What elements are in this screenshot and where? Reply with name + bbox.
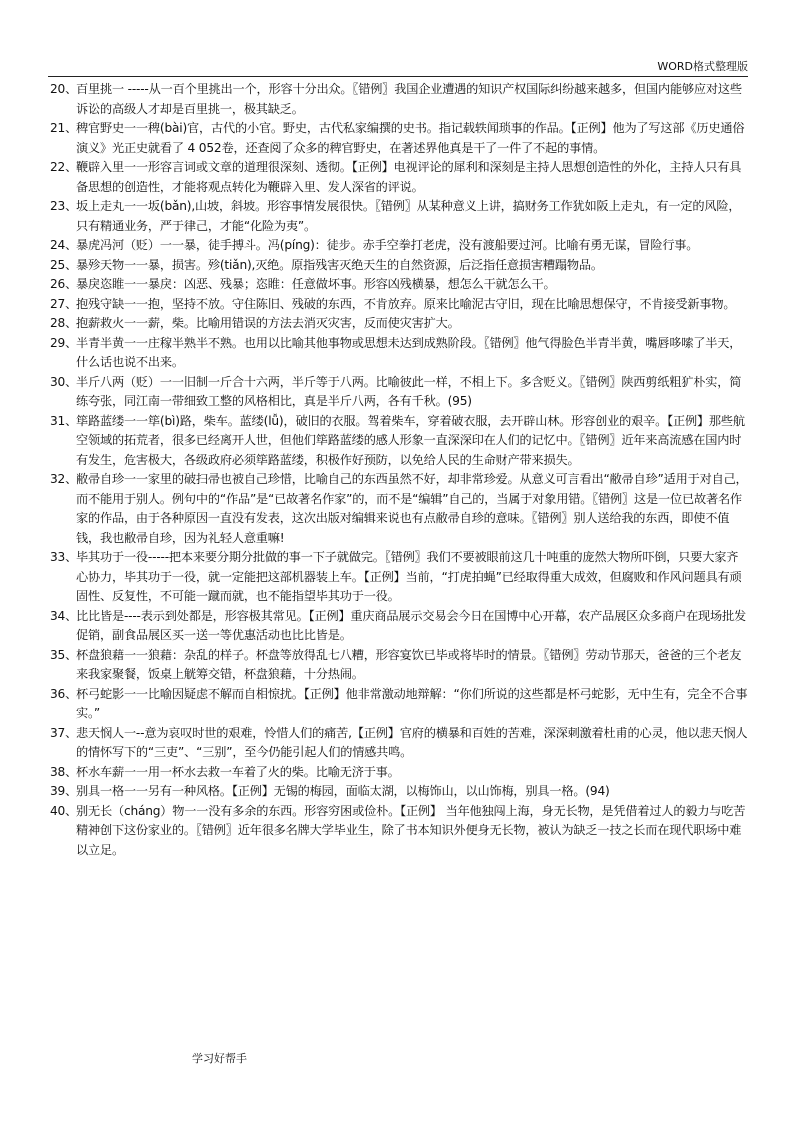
entry-text: 坂上走丸一一坂(bǎn),山坡，斜坡。形容事情发展很快。〖错例〗从某种意义上讲，搞财务工作犹如阪上走丸，有一定的风险，只有精通业务，严于律己，才能“化险为夷”。 [76,199,741,233]
idiom-entry [50,607,750,646]
page-footer: 学习好帮手 [192,1052,247,1065]
entry-text: 杯盘狼藉一一狼藉：杂乱的样子。杯盘等放得乱七八糟，形容宴饮已毕或将毕时的情景。〖错例〗劳动节那天，爸爸的三个老友来我家聚餐，饭桌上觥筹交错，杯盘狼藉，十分热闹。 [76,647,742,681]
entry-number: 40、 [50,803,78,818]
entry-number: 34、 [50,608,78,623]
idiom-entry [50,119,750,158]
entry-text: 毕其功于一役-----把本来要分期分批做的事一下子就做完。〖错例〗我们不要被眼前这几十吨重的庞然大物所吓倒，只要大家齐心协力，毕其功于一役，就一定能把这部机器装上车。【正例】当前，“打虎拍蝇”已经取得重大成效，但腐败和作风问题具有顽固性、反复性，不可能一蹴而就，也不能指望毕其功于一役。 [76,550,742,603]
idiom-entry [50,275,750,295]
entry-text: 比比皆是----表示到处都是，形容极其常见。【正例】重庆商品展示交易会今日在国博中心开幕，农产品展区众多商户在现场批发促销，副食品展区买一送一等优惠活动也比比皆是。 [76,608,747,642]
entry-number: 38、 [50,764,78,779]
entry-text: 筚路蓝缕一一筚(bì)路，柴车。蓝缕(lǚ)，破旧的衣服。驾着柴车，穿着破衣服，去开辟山林。形容创业的艰辛。【正例】那些航空领域的拓荒者，很多已经离开人世，但他们筚路蓝缕的感人形象一直深深印在人们的记忆中。〖错例〗近年来高流感在国内时有发生，危害极大，各级政府必须筚路蓝缕，积极作好预防，以免给人民的生命财产带来损失。 [76,413,745,467]
idiom-entry [50,724,750,763]
entry-number: 36、 [50,686,78,701]
entry-number: 22、 [50,160,78,174]
idiom-entry [50,80,750,119]
entry-number: 28、 [50,316,78,330]
idiom-entry [50,295,750,315]
idiom-entry [50,373,750,412]
entry-text: 暴虎冯河（贬）一一暴，徒手搏斗。冯(píng)：徒步。赤手空拳打老虎，没有渡船要过河。比喻有勇无谋，冒险行事。 [76,238,699,252]
entry-text: 抱薪救火一一薪，柴。比喻用错误的方法去消灭灾害，反而使灾害扩大。 [76,316,460,330]
entry-text: 稗官野史一一稗(bài)官，古代的小官。野史，古代私家编撰的史书。指记载轶闻琐事的作品。【正例】他为了写这部《历史通俗演义》光正史就看了 4 052卷，还查阅了众多的稗官野史，在著述界他真是干了一件了不起的事情。 [76,121,745,155]
header-title: WORD格式整理版 [657,60,748,73]
idiom-entry [50,197,750,236]
idiom-entry [50,802,750,861]
entry-text: 半斤八两（贬）一一旧制一斤合十六两，半斤等于八两。比喻彼此一样，不相上下。多含贬义。〖错例〗陕西剪纸粗犷朴实，简练夸张，同江南一带细致工整的风格相比，真是半斤八两，各有千秋。(95) [76,374,742,408]
entry-number: 29、 [50,335,78,350]
entry-text: 百里挑一 -----从一百个里挑出一个，形容十分出众。〖错例〗我国企业遭遇的知识产权国际纠纷越来越多，但国内能够应对这些诉讼的高级人才却是百里挑一，极其缺乏。 [76,82,742,116]
entry-number: 33、 [50,550,78,564]
entry-number: 39、 [50,784,78,798]
entry-number: 23、 [50,199,78,213]
idiom-entry [50,334,750,373]
entry-number: 20、 [50,82,78,96]
idiom-entry [50,314,750,334]
idiom-entry [50,646,750,685]
entry-number: 37、 [50,725,78,740]
entry-number: 26、 [50,277,78,291]
entry-text: 别具一格一一另有一种风格。【正例】无锡的梅园，面临太湖，以梅饰山，以山饰梅，别具一格。(94) [76,784,610,798]
document-body [50,80,750,860]
page-header [48,56,748,77]
entry-text: 抱残守缺一一抱，坚持不放。守住陈旧、残破的东西，不肯放弃。原来比喻泥古守旧，现在比喻思想保守，不肯接受新事物。 [76,296,736,311]
idiom-entry [50,256,750,276]
entry-number: 32、 [50,472,78,486]
entry-text: 暴戾恣睢一一暴戾：凶恶、残暴；恣睢：任意做坏事。形容凶残横暴，想怎么干就怎么干。 [76,277,556,291]
idiom-entry [50,548,750,607]
entry-text: 别无长（cháng）物一一没有多余的东西。形容穷困或俭朴。【正例】 当年他独闯上海，身无长物，是凭借着过人的毅力与吃苦精神创下这份家业的。〖错例〗近年很多名牌大学毕业生，除了书本知识外便身无长物，被认为缺乏一技之长而在现代职场中难以立足。 [76,803,746,857]
entry-number: 21、 [50,121,78,135]
entry-number: 27、 [50,296,78,311]
entry-text: 敝帚自珍一一家里的破扫帚也被自己珍惜，比喻自己的东西虽然不好，却非常珍爱。从意义可言看出“敝帚自珍”适用于对自己，而不能用于别人。例句中的“作品”是“已故著名作家”的，而不是“编辑”自己的，当属于对象用错。〖错例〗这是一位已故著名作家的作品，由于各种原因一直没有发表，这次出版对编辑来说也有点敝帚自珍的意味。〖错例〗别人送给我的东西，即使不值钱，我也敝帚自珍，因为礼轻人意重嘛! [76,472,748,545]
entry-text: 悲天悯人一--意为哀叹时世的艰难，怜惜人们的痛苦,【正例】官府的横暴和百姓的苦难，深深刺激着杜甫的心灵，他以悲天悯人的情怀写下的“三吏”、“三别”，至今仍能引起人们的情感共鸣。 [76,725,748,759]
idiom-entry [50,236,750,256]
entry-text: 杯弓蛇影一一比喻因疑虑不解而自相惊扰。【正例】他非常激动地辩解：“你们所说的这些都是杯弓蛇影，无中生有，完全不合事实。” [76,686,748,720]
idiom-entry [50,782,750,802]
idiom-entry [50,470,750,548]
idiom-entry [50,763,750,783]
idiom-entry [50,412,750,471]
entry-text: 暴殄天物一一暴，损害。殄(tiǎn),灭绝。原指残害灭绝天生的自然资源，后泛指任意损害糟蹋物品。 [76,257,603,272]
entry-number: 35、 [50,647,78,662]
entry-number: 30、 [50,374,78,389]
entry-text: 半青半黄一一庄稼半熟半不熟。也用以比喻其他事物或思想未达到成熟阶段。〖错例〗他气得脸色半青半黄，嘴唇哆嗦了半天，什么话也说不出来。 [76,335,742,369]
entry-number: 31、 [50,413,78,428]
idiom-entry [50,158,750,197]
entry-number: 25、 [50,257,78,272]
idiom-entry [50,685,750,724]
entry-text: 鞭辟入里一一形容言词或文章的道理很深刻、透彻。【正例】电视评论的犀利和深刻是主持人思想创造性的外化，主持人只有具备思想的创造性，才能将观点转化为鞭辟入里、发人深省的评说。 [76,160,742,194]
entry-number: 24、 [50,238,78,252]
entry-text: 杯水车薪一一用一杯水去救一车着了火的柴。比喻无济于事。 [76,764,400,779]
